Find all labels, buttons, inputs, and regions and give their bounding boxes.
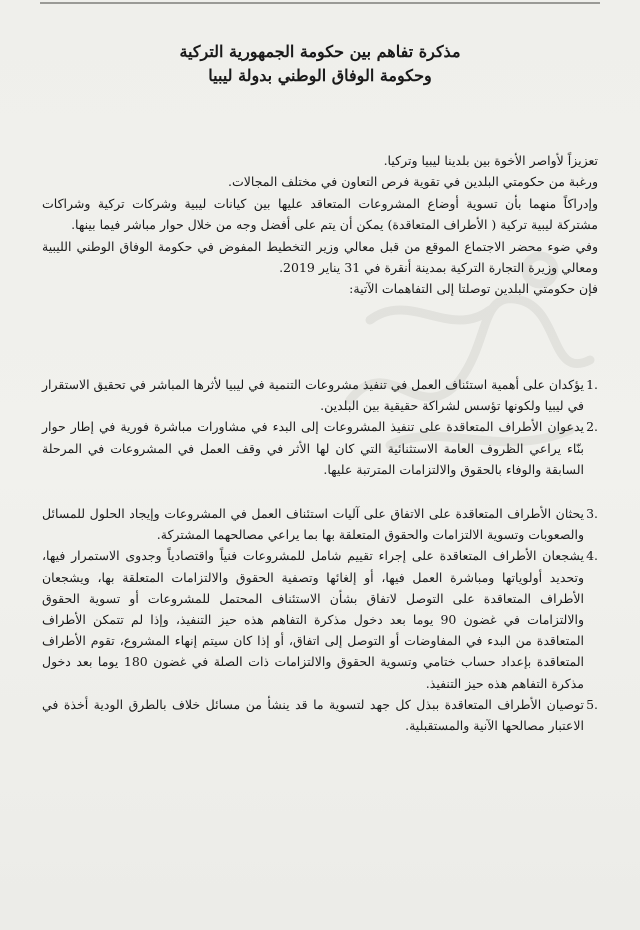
preamble-paragraph: تعزيزاً لأواصر الأخوة بين بلدينا ليبيا وتركيا. xyxy=(383,153,598,168)
document-body xyxy=(42,0,598,930)
clauses-list xyxy=(42,374,598,736)
clause-item xyxy=(42,545,598,693)
preamble-paragraph: ورغبة من حكومتي البلدين في تقوية فرص التعاون في مختلف المجالات. xyxy=(228,174,598,190)
document-title xyxy=(42,40,598,88)
clause-item xyxy=(42,503,598,545)
clause-number: 2. xyxy=(586,419,598,435)
clause-number: 5. xyxy=(586,696,598,712)
title-line-2: وحكومة الوفاق الوطني بدولة ليبيا xyxy=(208,66,432,85)
clause-text: يدعوان الأطراف المتعاقدة على تنفيذ المشروعات إلى البدء في مشاورات مباشرة فورية في إطار حوار بنّاء يراعي الظروف العامة الاستثنائية التي كان لها الأثر في وقف العمل في المشروعات في المرحلة السابقة والوفاء بالحقوق والالتزامات المترتبة عليها. xyxy=(42,419,584,477)
preamble-paragraph: فإن حكومتي البلدين توصلتا إلى التفاهمات الآتية: xyxy=(349,281,598,297)
preamble-paragraph: وفي ضوء محضر الاجتماع الموقع من قبل معالي وزير التخطيط المفوض في حكومة الوفاق الوطني الليبية ومعالي وزيرة التجارة التركية بمدينة أنقرة في 31 يناير 2019. xyxy=(42,238,598,276)
clause-number: 4. xyxy=(586,548,598,564)
clause-item xyxy=(42,374,598,416)
spacer xyxy=(42,480,598,503)
preamble xyxy=(42,150,598,300)
clause-item xyxy=(42,416,598,480)
clause-number: 3. xyxy=(586,506,598,522)
clause-number: 1. xyxy=(586,377,598,392)
preamble-paragraph: وإدراكاً منهما بأن تسوية أوضاع المشروعات المتعاقد عليها بين كيانات ليبية وشركات تركية وشراكات مشتركة ليبية تركية ( الأطراف المتعاقدة) يمكن أن يتم على أفضل وجه من خلال حوار مباشر فيما بينها. xyxy=(42,195,598,233)
clause-text: يشجعان الأطراف المتعاقدة على إجراء تقييم شامل للمشروعات فنياً واقتصادياً وجدوى الاستمرار فيها، وتحديد أولوياتها ومباشرة العمل فيها، أو إلغائها وتصفية الحقوق والالتزامات المتعلقة بها، ويشجعان الأطراف المتعاقدة على التوصل لاتفاق بشأن الاستئناف المحتمل للمشروعات أو تسوية الحقوق والالتزامات في غضون 90 يوما بعد دخول مذكرة التفاهم هذه حيز التنفيذ، وإذا لم تتمكن الأطراف المتعاقدة من البدء في المفاوضات أو التوصل إلى اتفاق، أو إذا كان سيتم إنهاء المشروع، تقوم الأطراف المتعاقدة بإعداد حساب ختامي وتسوية الحقوق والالتزامات ذات الصلة في غضون 180 يوما بعد دخول مذكرة التفاهم هذه حيز التنفيذ. xyxy=(42,548,584,691)
clause-text: يحثان الأطراف المتعاقدة على الاتفاق على آليات استئناف العمل في المشروعات وإيجاد الحلول للمسائل والصعوبات وتسوية الالتزامات والحقوق المتعلقة بها بما يراعي مصالحهما المشتركة. xyxy=(42,506,584,543)
clause-text: توصيان الأطراف المتعاقدة ببذل كل جهد لتسوية ما قد ينشأ من مسائل خلاف بالطرق الودية أخذة في الاعتبار مصالحها الآنية والمستقبلية. xyxy=(42,696,584,734)
clause-item xyxy=(42,694,598,736)
title-line-1: مذكرة تفاهم بين حكومة الجمهورية التركية xyxy=(179,42,461,61)
clause-text: يؤكدان على أهمية استئناف العمل في تنفيذ مشروعات التنمية في ليبيا لأثرها المباشر في تحقيق الاستقرار في ليبيا ولكونها تؤسس لشراكة حقيقية بين البلدين. xyxy=(42,377,584,414)
